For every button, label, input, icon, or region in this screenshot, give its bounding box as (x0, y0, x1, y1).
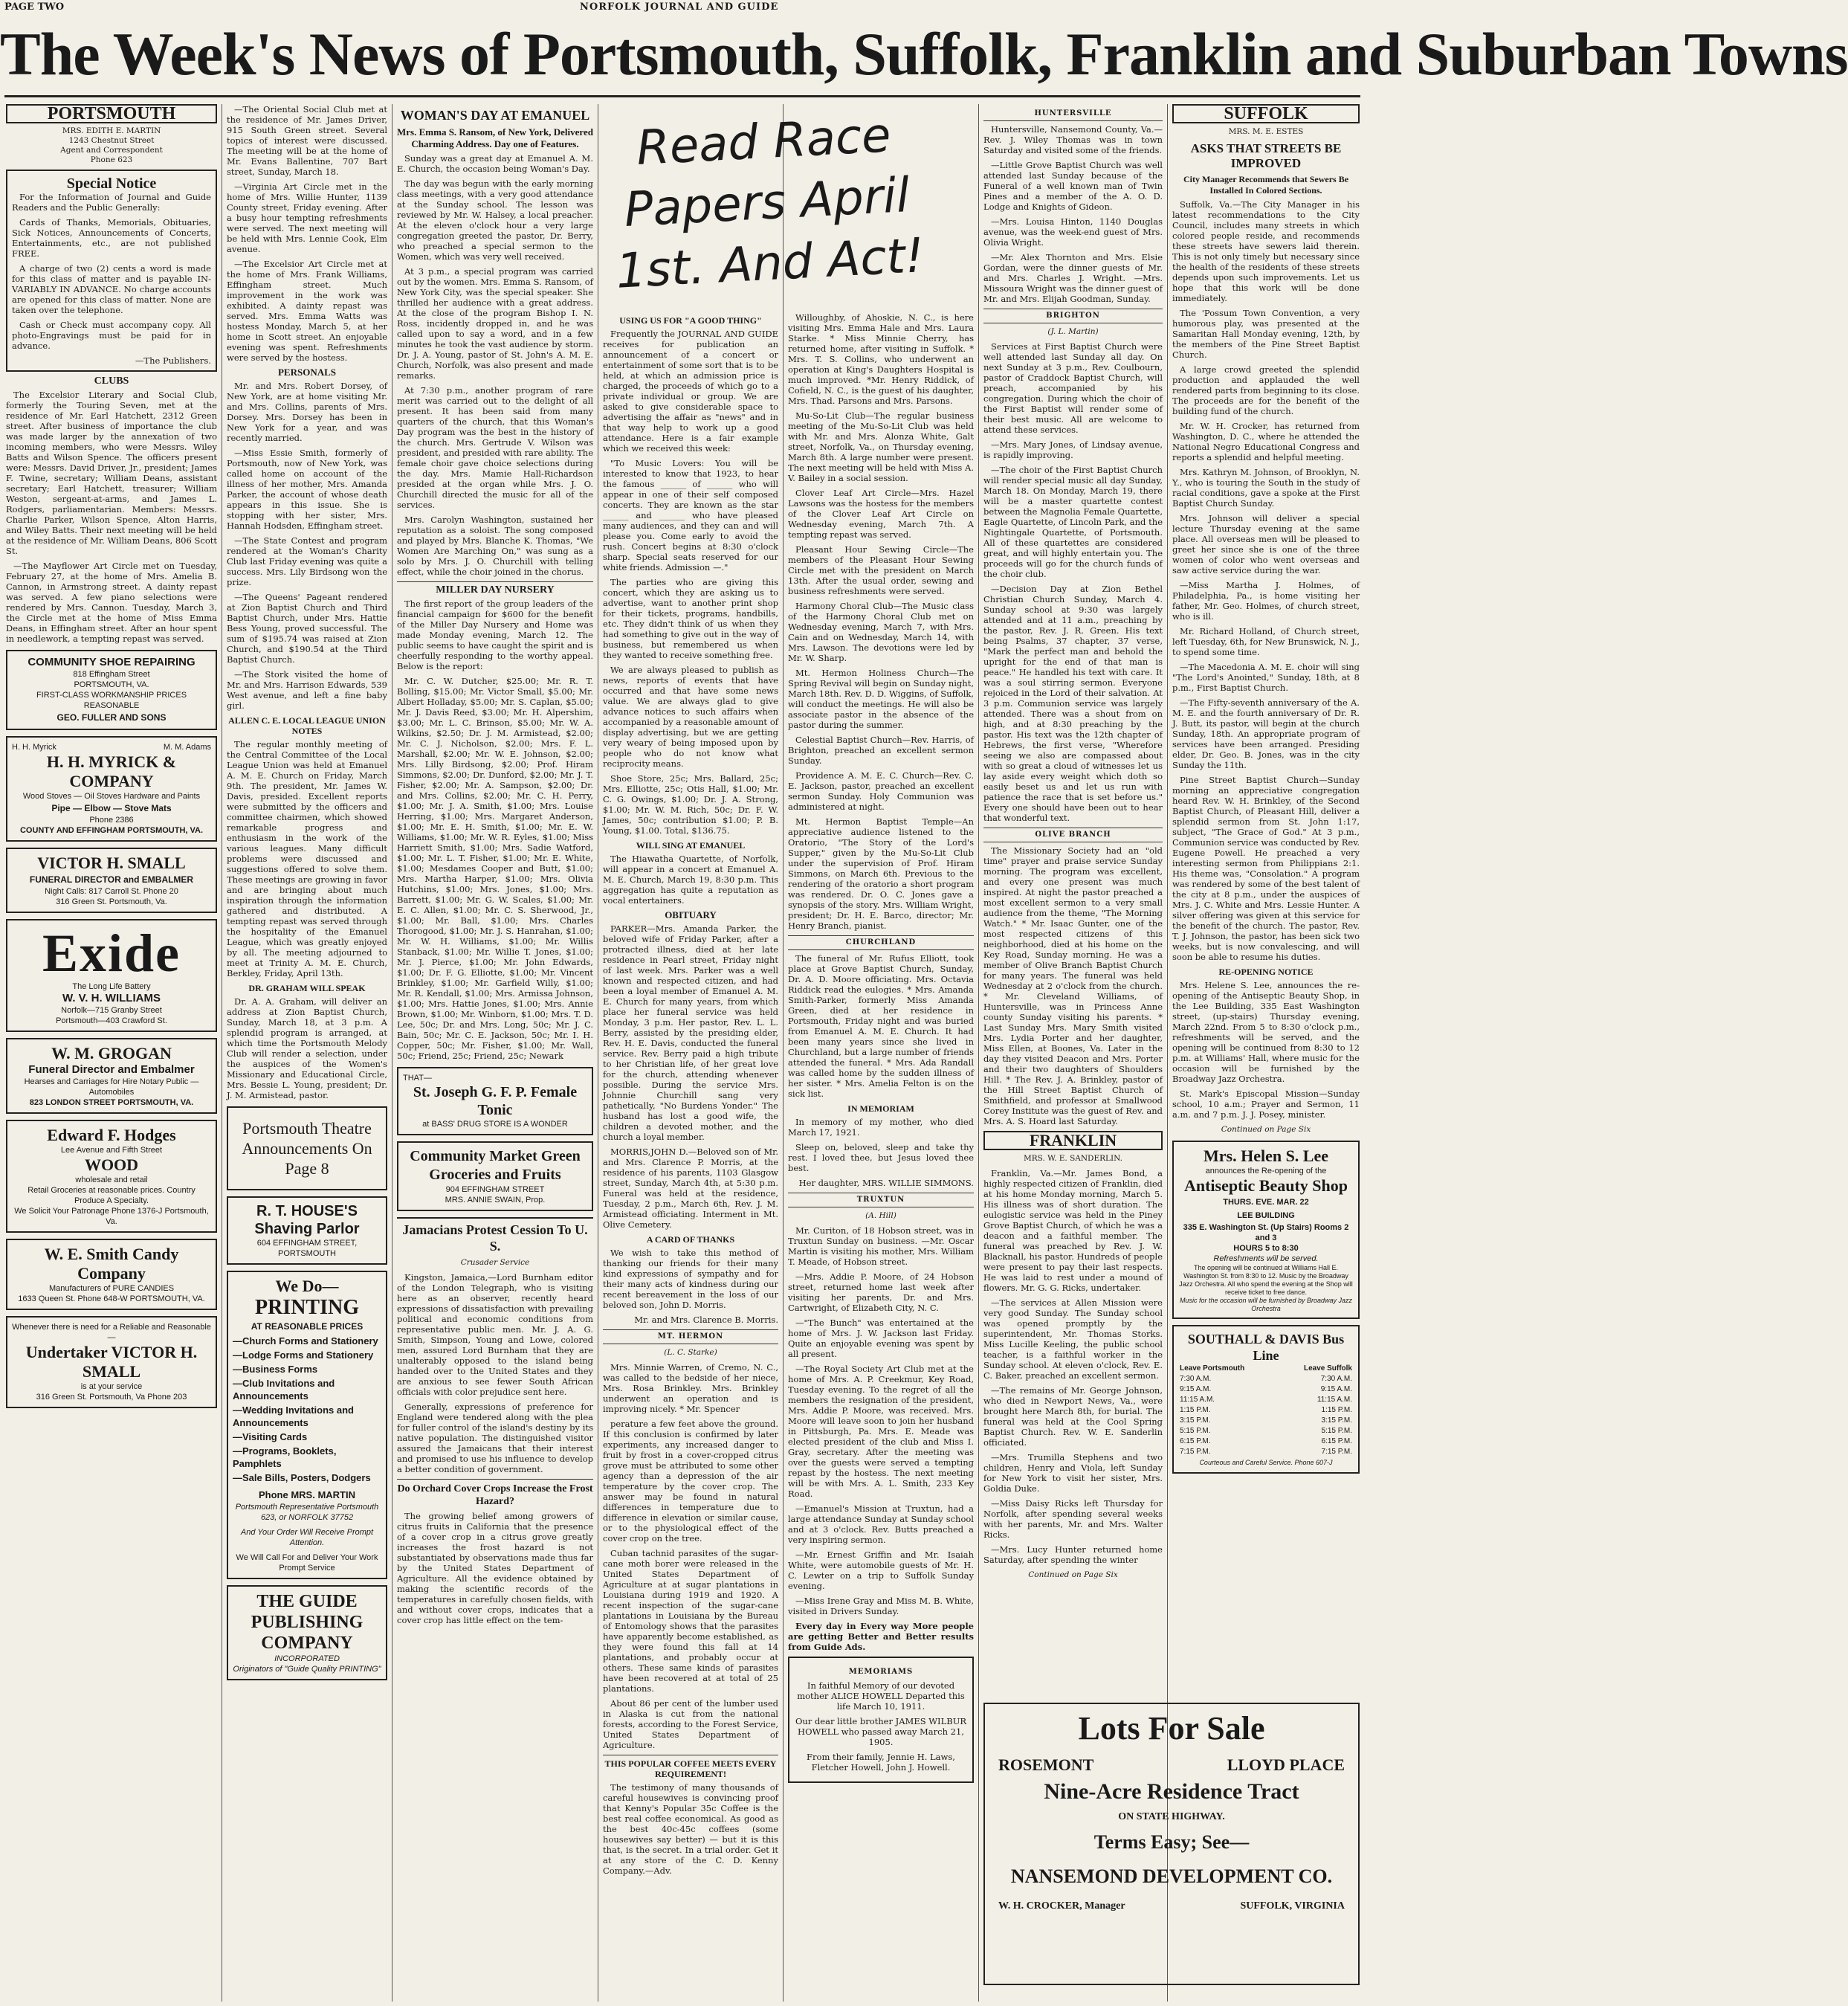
truxtun-heading: TRUXTUN (788, 1193, 974, 1207)
ad-text: THAT— (403, 1074, 432, 1083)
article-text: Mrs. Kathryn M. Johnson, of Brooklyn, N. Y., who is touring the South in the study of racial conditions, gave a spoke at the First Baptist Church Sunday. (1172, 467, 1360, 509)
masthead (0, 0, 1365, 13)
orchard-heading: Do Orchard Cover Crops Increase the Frost Hazard? (397, 1479, 593, 1508)
column-5 (788, 312, 974, 2002)
ad-title: THE GUIDE PUBLISHING COMPANY (251, 1592, 364, 1653)
notice-text: Cards of Thanks, Memorials, Obituaries, Sick Notices, Announcements of Concerts, Entertainments, etc., are not published FREE. (12, 217, 211, 259)
ad-text: W. H. CROCKER, Manager (998, 1900, 1125, 1912)
article-text: Willoughby, of Ahoskie, N. C., is here visiting Mrs. Emma Hale and Mrs. Laura Starke. * Miss Minnie Cherry, has returned home, after visiting in Suffolk. * Mrs. T. S. Collins, who underwent an operation at King's Daughters Hospital is much improved. *Mr. Henry Riddick, of Cofield, N. C., is the guest of his daughter, Mrs. Thad. Parsons and Mrs. Parsons. (788, 312, 974, 406)
notice-text: For the Information of Journal and Guide Readers and the Public Generally: (12, 192, 211, 213)
article-text: —Mrs. Louisa Hinton, 1140 Douglas avenue, was the week-end guest of Mrs. Olivia Wright. (983, 216, 1163, 248)
churchland-heading: CHURCHLAND (788, 935, 974, 950)
article-text: —Miss Irene Gray and Miss M. B. White, visited in Drivers Sunday. (788, 1596, 974, 1616)
ad-text: 604 EFFINGHAM STREET, PORTSMOUTH (256, 1239, 358, 1258)
article-text: Franklin, Va.—Mr. James Bond, a highly respected citizen of Franklin, died at his home Monday morning, March 5. His illness was of short duration. The eulogistic service was held in the Piney Grove Baptist Church, of which he was a deacon and a faithful member. The funeral was preached by Rev. J. W. Blacknall, his pastor. Hundreds of people were present to pay their last respects. He was laid to rest under a mound of flowers. Mr. G. G. Ricks, undertaker. (983, 1168, 1163, 1293)
ad-grogan (6, 1038, 217, 1114)
section-title-portsmouth: PORTSMOUTH (6, 104, 217, 123)
table-cell: 5:15 P.M. (1180, 1427, 1211, 1435)
ad-text: AT REASONABLE PRICES (251, 1321, 364, 1332)
article-text: Mrs. Carolyn Washington, sustained her reputation as a soloist. The song composed and played by Mrs. Blanche K. Thomas, "We Women Are Marching On," was sung as a solo by Mrs. J. O. Churchill with telling effect, while the choir joined in the chorus. (397, 515, 593, 577)
table-header: Leave Suffolk (1303, 1364, 1352, 1373)
article-text: The parties who are giving this concert, which they are asking us to advertise, want to another print shop for their tickets, programs, handbills, etc. They didn't think of us when they had something to give out in the way of business, but remembered us when they wanted to receive something free. (603, 577, 778, 660)
article-text: About 86 per cent of the lumber used in Alaska is cut from the national forests, according to the Forest Service, United States Department of Agriculture. (603, 1698, 778, 1750)
byline: Crusader Service (460, 1258, 530, 1267)
article-text: Mr. C. W. Dutcher, $25.00; Mr. R. T. Bolling, $15.00; Mr. Victor Small, $5.00; Mr. Albert Holladay, $5.00; Mr. S. Caplan, $5.00; Mr. J. Davis Reed, $3.00; Mr. H. Alpershim, $3.00; Mr. L. C. Brinson, $5.00; Mr. W. A. Wilkins, $2.50; Dr. J. M. Armistead, $2.00; Mr. C. J. Nicholson, $2.00; Mrs. F. L. Marshall, $2.00; Mr. W. E. Johnson, $2.00; Mrs. Lilly Birdsong, $2.00; Prof. Hiram Simmons, $2.00; Dr. Dunford, $2.00; Mr. J. T. Fisher, $2.00; Mr. A. Sampson, $2.00; Dr. and Mrs. Collins, $2.00; Mr. C. H. Perry, $1.00; Mr. J. A. Smith, $1.00; Mrs. Louise Herring, $1.00; Mrs. Margaret Anderson, $1.00; Mr. E. H. Smith, $1.00; Mr. E. W. Williams, $1.00; Mr. W. R. Eyles, $1.00; Miss Harriett Smith, $1.00; Mrs. Sadie Watford, $1.00; Mr. L. T. Fisher, $1.00; Mr. E. White, $1.00; Mesdames Cooper and Butt, $1.00; Mrs. Martha Harper, $1.00; Mrs. Olivia Hutchins, $1.00; Mrs. Jones, $1.00; Mrs. Barrett, $1.00; Mr. G. W. Scales, $1.00; Mr. E. C. Allen, $1.00; Mr. C. S. Sherwood, Jr., $1.00; Mr. Ball, $1.00; Mrs. Charles Thorogood, $1.00; Mr. J. S. Hanrahan, $1.00; Mr. W. H. Williams, $1.00; Mr. Willis Stanback, $1.00; Mr. Willie T. Jones, $1.00; Mr. J. Pierce, $1.00; Mr. John Edwards, $1.00; Dr. F. G. Elliotte, $1.00; Mr. Vincent Brinkley, $1.00; Mr. Garfield Willy, $1.00; Mr. R. Kendall, $1.00; Mrs. Armissa Johnson, $1.00; Mrs. Hattie Jones, $1.00; Mrs. Annie Brown, $1.00; Mr. Winborn, $1.00; Mrs. T. D. Lee, 50c; Dr. and Mrs. Long, 50c; Mr. J. C. Bain, 50c; Mr. C. E. Jackson, 50c; Mr. I. H. Copper, 50c; Mr. Fisher, $1.00; Mr. Wall, 50c; Friend, 25c; Friend, 25c; Newark (397, 676, 593, 1061)
continued-note: Continued on Page Six (1221, 1125, 1311, 1134)
byline: (J. L. Martin) (1047, 327, 1099, 336)
article-text: Shoe Store, 25c; Mrs. Ballard, 25c; Mrs. Elliotte, 25c; Otis Hall, $1.00; Mr. C. G. Owings, $1.00; Dr. J. A. Strong, $1.00; Mr. W. M. Rich, 50c; Dr. F. W. James, 50c; contribution $1.00; P. B. Young, $1.00. Total, $136.75. (603, 773, 778, 836)
ad-text: Retail Groceries at reasonable prices. Country Produce A Specialty. (28, 1186, 196, 1205)
article-text: —The Queens' Pageant rendered at Zion Baptist Church and Third Baptist Church, under Mrs. Hattie Bess Young, proved successful. The sum of $195.74 was raised at Zion Church, and $190.54 at the Third Baptist Church. (227, 592, 387, 665)
article-text: Huntersville, Nansemond County, Va.—Rev. J. Wiley Thomas was in town Saturday and visited some of the friends. (983, 124, 1163, 155)
page-banner: The Week's News of Portsmouth, Suffolk, Franklin and Suburban Towns (0, 20, 1848, 88)
article-text: Harmony Choral Club—The Music class of the Harmony Choral Club met on Wednesday evening, March 7, with Mrs. Cain and on Wednesday, March 14, with Mrs. Lawson. The devotions were led by Mr. W. Sharp. (788, 601, 974, 663)
ad-text: Portsmouth—403 Crawford St. (56, 1016, 167, 1025)
ad-text: Manufacturers of PURE CANDIES (48, 1284, 175, 1293)
table-row (1178, 1416, 1354, 1426)
ad-text: Wood Stoves — Oil Stoves Hardware and Paints (22, 792, 201, 801)
article-text: MORRIS,JOHN D.—Beloved son of Mr. and Mrs. Clarence P. Morris, at the residence of his parents, 1103 Glasgow street, Sunday, March 4th, at 5:30 p.m. Funeral was held at the residence, Tuesday, 2 p.m., March 6th, Rev. J. M. Armistead officiating. Interment in Mt. Olive Cemetery. (603, 1146, 778, 1230)
paper-name: NORFOLK JOURNAL AND GUIDE (580, 1, 779, 13)
article-text: —The Mayflower Art Circle met on Tuesday, February 27, at the home of Mrs. Amelia B. Cannon, in Armstrong street. A dainty repast was served. A few piano selections were rendered by Mrs. Cannon. Tuesday, March 3, the Circle met at the home of Miss Emma Deans, in Effingham street. After an hour spent in needlework, a tempting repast was served. (6, 561, 217, 644)
ad-smith-candy (6, 1239, 217, 1310)
mt-hermon-heading: MT. HERMON (603, 1329, 778, 1344)
ad-text: ROSEMONT (998, 1755, 1094, 1774)
ad-text: LEE BUILDING (1237, 1211, 1295, 1220)
ad-title: Shaving Parlor (254, 1221, 360, 1237)
article-text: Mrs. Helene S. Lee, announces the re-opening of the Antiseptic Beauty Shop, in the Lee Building, 335 East Washington street, (up-stairs) Thursday evening, March 22nd. From 5 to 8:30 o'clock p.m., refreshments will be served, and the opening will be continued from 8:30 to 12 p.m. at Williams' Hall, where music for the occasion will be furnished by the Broadway Jazz Orchestra. (1172, 980, 1360, 1084)
article-text: —Virginia Art Circle met in the home of Mrs. Willie Hunter, 1139 County street, Friday evening. After a busy hour tempting refreshments were served. The next meeting will be held with Mrs. Lennie Cook, Elm avenue. (227, 181, 387, 254)
article-text: —The remains of Mr. George Johnson, who died in Newport News, Va., were brought here March 8th, for burial. The funeral was held at the Cool Spring Baptist Church. Rev. W. E. Sanderlin officiated. (983, 1385, 1163, 1448)
article-text: —The State Contest and program rendered at the Woman's Charity Club last Friday evening was quite a success. Mrs. Lily Birdsong won the prize. (227, 535, 387, 587)
article-text: Services at First Baptist Church were well attended last Sunday all day. On next Sunday at 3 p.m., Rev. Coulbourn, pastor of Craddock Baptist Church, will preach, accompanied by his congregation. During which the choir of the First Baptist will render some of their best music. All are welcome to attend these services. (983, 341, 1163, 435)
table-cell: 9:15 A.M. (1320, 1385, 1352, 1393)
ad-text: GEO. FULLER AND SONS (56, 712, 167, 723)
column-portsmouth (6, 104, 217, 2002)
brighton-heading: BRIGHTON (983, 309, 1163, 323)
ad-text: The Long Life Battery (72, 982, 151, 991)
ad-text (12, 742, 211, 752)
print-services-list (233, 1335, 381, 1484)
ad-row (998, 1900, 1345, 1912)
ad-text: Funeral Director and Embalmer (28, 1063, 195, 1076)
ad-exide (6, 919, 217, 1032)
special-notice-title: Special Notice (66, 175, 157, 192)
ad-text: 1633 Queen St. Phone 648-W PORTSMOUTH, VA. (18, 1294, 205, 1303)
byline: MRS. W. E. SANDERLIN. (1023, 1154, 1123, 1163)
ad-text: M. M. Adams (163, 743, 211, 752)
ad-text: Whenever there is need for a Reliable and Reasonable— (12, 1323, 211, 1342)
article-text: In memory of my mother, who died March 17, 1921. (788, 1117, 974, 1138)
article-text: The Excelsior Literary and Social Club, formerly the Touring Seven, met at the residence of Mr. Earl Hatchett, 2312 Green street. After business of importance the club was made larger by the annexation of two incoming members, who were Messrs. Wiley Batts and Wilson Spence. The officers present were: Messrs. David Driver, Jr., president; James F. Twine, secretary; William Deans, assistant secretary; Earl Hatchett, treasurer; William Weston, sergeant-at-arms, and James L. Rodgers, parliamentarian. Members: Messrs. Charlie Parker, Wilson Spence, Alton Harris, and Wiley Batts. Their next meeting will be held at the residence of Mr. William Deans, 806 Scott St. (6, 390, 217, 556)
article-text: The regular monthly meeting of the Central Committee of the Local League Union was held at Emanuel A. M. E. Church on Friday, March 9th. The president, Mr. James W. Davis, presided. Excellent reports were submitted by the officers and committee chairmen, which showed remarkable progress and enthusiasm in the work of the various leagues. Many difficult problems were discussed and suggestions offered to solve them. These meetings are growing in favor and are bringing about much inspiration through the information gathered and distributed. A tempting repast was served through the hospitality of the Emanuel League, which was greatly enjoyed by all. The meeting adjourned to meet at Trinity A. M. E. Church, Berkley, Friday, April 13th. (227, 739, 387, 978)
bus-schedule-table (1178, 1364, 1354, 1457)
ad-antiseptic-beauty (1172, 1141, 1360, 1319)
clubs-heading: CLUBS (94, 375, 129, 387)
ad-text: We Solicit Your Patronage Phone 1376-J Portsmouth, Va. (14, 1207, 209, 1226)
article-text: Her daughter, MRS. WILLIE SIMMONS. (798, 1178, 974, 1188)
ad-title: COMMUNITY SHOE REPAIRING (28, 656, 196, 668)
column-rule (783, 104, 784, 2002)
ad-text: Pipe — Elbow — Stove Mats (51, 803, 172, 813)
ad-text: NANSEMOND DEVELOPMENT CO. (1010, 1865, 1333, 1887)
personals-heading: PERSONALS (277, 367, 337, 378)
article-text: Providence A. M. E. C. Church—Rev. C. E. Jackson, pastor, preached an excellent sermon Sunday. Holy Communion was administered at night. (788, 770, 974, 812)
table-row (1178, 1395, 1354, 1405)
ad-row (998, 1755, 1345, 1776)
article-text: We wish to take this method of thanking our friends for their many kind expressions of sympathy and for their many acts of kindness during our recent bereavement in the loss of our beloved son, John D. Morris. (603, 1248, 778, 1310)
coffee-heading: THIS POPULAR COFFEE MEETS EVERY REQUIREMENT! (603, 1755, 778, 1779)
article-text: —The Macedonia A. M. E. choir will sing "The Lord's Anointed," Sunday, 18th, at 8 p.m., First Baptist Church. (1172, 662, 1360, 693)
table-row (1178, 1405, 1354, 1416)
print-service-item: —Wedding Invitations and Announcements (233, 1404, 354, 1428)
jamaicans-heading: Jamacians Protest Cession To U. S. (397, 1217, 593, 1254)
ad-text: PORTSMOUTH, VA. (74, 680, 149, 689)
table-cell: 3:15 P.M. (1321, 1416, 1352, 1425)
article-text: Sleep on, beloved, sleep and take thy rest. I loved thee, but Jesus loved thee best. (788, 1142, 974, 1173)
agent-block (6, 126, 217, 165)
byline: (A. Hill) (865, 1211, 896, 1220)
ad-text: Courteous and Careful Service. Phone 607-J (1199, 1459, 1333, 1466)
ad-myrick (6, 736, 217, 842)
ad-undertaker (6, 1316, 217, 1408)
ad-text: 335 E. Washington St. (Up Stairs) Rooms 2 and 3 (1183, 1223, 1349, 1242)
article-text: The growing belief among growers of citrus fruits in California that the presence of a cover crop in a citrus grove greatly increases the frost hazard is not substantiated by observations made thus far by the United States Department of Agriculture. All the evidence obtained by making the scientific records of the temperatures in carefully chosen fields, with and without cover crops, indicates that a cover crop has little effect on the tem- (397, 1511, 593, 1625)
ad-text: 316 Green St. Portsmouth, Va Phone 203 (36, 1393, 187, 1402)
using-us-heading: USING US FOR "A GOOD THING" (619, 315, 762, 326)
table-cell: 7:30 A.M. (1180, 1375, 1212, 1383)
ad-text: at BASS' DRUG STORE IS A WONDER (422, 1120, 568, 1129)
ad-community-shoe (6, 650, 217, 730)
agent-role: Agent and Correspondent (60, 146, 163, 155)
ad-title: VICTOR H. SMALL (37, 854, 186, 872)
ad-text: Portsmouth Representative Portsmouth 623, or NORFOLK 37752 (235, 1503, 379, 1522)
ad-title: St. Joseph G. F. P. Female Tonic (413, 1084, 578, 1118)
article-text: —Emanuel's Mission at Truxtun, had a large attendance Sunday at Sunday school and at 3 o'clock. Rev. Butts preached a very inspiring sermon. (788, 1503, 974, 1545)
article-text: —Little Grove Baptist Church was well attended last Sunday because of the Funeral of a well known man of Twin Pines and a member of the A. O. D. Lodge and Knights of Gideon. (983, 160, 1163, 212)
ad-text: wholesale and retail (75, 1175, 148, 1184)
article-text: Clover Leaf Art Circle—Mrs. Hazel Lawsons was the hostess for the members of the Clover Leaf Art Circle on Wednesday evening, March 7th. A tempting repast was served. (788, 488, 974, 540)
ad-text: Terms Easy; See— (1093, 1831, 1250, 1853)
ad-text: MRS. ANNIE SWAIN, Prop. (445, 1196, 546, 1204)
article-text: —The Fifty-seventh anniversary of the A. M. E. and the fourth anniversary of Dr. R. J. Butt, its pastor, will begin at the church Sunday, 18th. An appropriate program of services have been arranged. Presiding elder, Dr. Geo. B. Jones, was in the city Sunday the 11th. (1172, 697, 1360, 770)
article-text: A large crowd greeted the splendid production and applauded the well rendered parts from beginning to its close. The proceeds are for the benefit of the building fund of the church. (1172, 364, 1360, 416)
article-text: —Miss Essie Smith, formerly of Portsmouth, now of New York, was called home on account of the illness of her mother, Mrs. Amanda Parker, the account of whose death appears in this issue. She is stopping with her sister, Mrs. Hannah Hodsden, Effingham street. (227, 448, 387, 531)
article-text: Dr. A. A. Graham, will deliver an address at Zion Baptist Church, Sunday, March 18, at 3 p.m. A splendid program is arranged, at which time the Portsmouth Melody Club will render a selection, under the auspices of the Women's Missionary and Educational Circle, Mrs. Bessie L. Young, president; Dr. J. M. Armistead, pastor. (227, 996, 387, 1100)
print-service-item: —Programs, Booklets, Pamphlets (233, 1445, 337, 1469)
ad-text: Nine-Acre Residence Tract (1044, 1779, 1299, 1804)
section-title-suffolk: SUFFOLK (1172, 104, 1360, 123)
article-text: "To Music Lovers: You will be interested to know that 1923, to hear the famous ______ of ______ who will appear in one of their self composed concerts. They are known as the star ______ and ______ who have pleased many audiences, and they can and will please you. Come early to avoid the rush. Concert begins at 8:30 o'clock sharp. Special seats reserved for our white friends. Admission —." (603, 458, 778, 573)
ad-text: 818 Effingham Street (73, 670, 150, 679)
table-row (1178, 1447, 1354, 1457)
ad-text: ON STATE HIGHWAY. (1118, 1811, 1225, 1822)
card-of-thanks-heading: A CARD OF THANKS (646, 1234, 735, 1245)
article-text: Mt. Hermon Holiness Church—The Spring Revival will begin on Sunday night, March 18th. Rev. D. D. Wiggins, of Suffolk, will conduct the meetings. He will also be associate pastor in the absence of the pastor during the summer. (788, 668, 974, 730)
memoriam-text: Our dear little brother JAMES WILBUR HOWELL who passed away March 21, 1905. (795, 1716, 967, 1747)
bus-schedule-body (1178, 1374, 1354, 1457)
ad-text: is at your service (80, 1382, 143, 1391)
article-text: Pine Street Baptist Church—Sunday morning an appreciative congregation heard Rev. W. H. Brinkley, of the Second Baptist Church, of Pleasant Hill, deliver a splendid sermon from St. John 1:17, subject, "The Grace of God." At 3 p.m., Communion service was conducted by Rev. Eugene Powell. He preached a very interesting sermon from Philippians 2:1. His theme was, "Consolation." A program was rendered by some of the best talent of the city at 8 p.m., under the auspices of Mrs. J. C. White and Mrs. Lessie Hunter. A silver offering was given at this service for the benefit of the church. The pastor, Rev. T. J. Johnson, the pastor, has been sick two weeks, but is now convalescing, and will soon be able to resume his duties. (1172, 775, 1360, 962)
ad-house-shaving (227, 1196, 387, 1265)
ad-lots-for-sale-wrap (983, 1703, 1360, 2000)
article-text: The funeral of Mr. Rufus Elliott, took place at Grove Baptist Church, Sunday, Dr. A. D. Moore officiating. Mrs. Octavia Riddick read the eulogies. * Mrs. Amanda Smith-Parker, formerly Miss Amanda Green, died at her residence in Portsmouth, Friday night and was buried from Emanuel A. M. E. Church. It had been many years since she lived in Churchland, but a large number of friends attended the funeral. * Mrs. Ada Randall was called home by the sudden illness of her sister. * Mrs. Amelia Felton is on the sick list. (788, 953, 974, 1099)
ad-title: SOUTHALL & DAVIS Bus Line (1187, 1332, 1345, 1363)
ad-text: 823 LONDON STREET PORTSMOUTH, VA. (29, 1098, 194, 1107)
article-text: The Hiawatha Quartette, of Norfolk, will appear in a concert at Emanuel A. M. E. Church, March 19, 8:30 p.m. This aggregation has quite a reputation as vocal entertainers. (603, 854, 778, 906)
column-4 (603, 312, 778, 2002)
womans-day-heading: WOMAN'S DAY AT EMANUEL (400, 108, 590, 123)
ad-text: We Will Call For and Deliver Your Work (236, 1553, 378, 1562)
table-cell: 7:30 A.M. (1320, 1375, 1352, 1383)
print-service-item: —Business Forms (233, 1364, 318, 1375)
ad-text: 316 Green St. Portsmouth, Va. (56, 897, 167, 906)
ad-victor-small (6, 848, 217, 913)
article-text: Mrs. Johnson will deliver a special lecture Thursday evening at the same place. All overseas men will be pleased to greet her since she is one of the three women of color who went overseas and saw active service during the war. (1172, 513, 1360, 575)
print-service-item: —Church Forms and Stationery (233, 1335, 378, 1347)
article-text: Suffolk, Va.—The City Manager in his latest recommendations to the City Council, includes many streets in which colored people reside, and recommends these streets have sewers laid therein. This is not only timely but necessary since the health of the residents of these streets depends upon such improvements. Let us hope that this work will be done immediately. (1172, 199, 1360, 303)
ad-title: H. H. MYRICK & COMPANY (46, 752, 177, 790)
ad-text: Music for the occasion will be furnished by Broadway Jazz Orchestra (1179, 1297, 1353, 1312)
column-3 (397, 104, 593, 2002)
special-notice-box (6, 170, 217, 372)
article-text: —Mr. Ernest Griffin and Mr. Isaiah White, were automobile guests of Mr. H. C. Lewter on a trip to Suffolk Sunday evening. (788, 1549, 974, 1591)
memoriam-text: From their family, Jennie H. Laws, Fletcher Howell, John J. Howell. (807, 1752, 955, 1773)
table-cell: 7:15 P.M. (1180, 1448, 1211, 1456)
ad-text: Refreshments will be served. (1213, 1254, 1319, 1263)
ad-title: Edward F. Hodges (47, 1126, 176, 1144)
obituary-heading: OBITUARY (665, 909, 717, 920)
continued-note: Continued on Page Six (1028, 1570, 1118, 1579)
ad-st-joseph (397, 1067, 593, 1135)
ad-title: W. E. Smith Candy Company (44, 1245, 179, 1283)
article-text: —Miss Martha J. Holmes, of Philadelphia, Pa., is home visiting her father, Mr. Geo. Holmes, of church street, who is ill. (1172, 580, 1360, 622)
article-text: The testimony of many thousands of careful housewives is convincing proof that Kenny's Popular 35c Coffee is the best real coffee economical. As good as the best 40c-45c coffees (some housewives say better) — but it is this that, is the secret. In a trial order. Get it at any store of the C. D. Kenny Company.—Adv. (603, 1782, 778, 1876)
column-suffolk (1172, 104, 1360, 1694)
table-cell: 6:15 P.M. (1180, 1437, 1211, 1445)
agent-address: 1243 Chestnut Street (68, 136, 155, 145)
print-service-item: —Club Invitations and Announcements (233, 1378, 335, 1402)
memoriams-heading: MEMORIAMS (848, 1668, 914, 1676)
ad-title: Community Market Green Groceries and Fruits (410, 1148, 581, 1183)
banner-rule (4, 95, 1360, 97)
ad-text: Norfolk—715 Granby Street (61, 1006, 162, 1015)
ad-title: Mrs. Helen S. Lee (1203, 1146, 1329, 1165)
article-text: Mt. Hermon Baptist Temple—An appreciative audience listened to the Oratorio, "The Story of the Lord's Supper," given by the Mu-So-Lit Club under the supervision of Prof. Hiram Simmons, on March 6th. Previous to the rendering of the oratorio a short program was rendered. Dr. O. C. Jones gave a synopsis of the story. Mrs. William Wright, president; Dr. H. E. Barco, director; Mr. Henry Branch, pianist. (788, 816, 974, 931)
article-text: perature a few feet above the ground. If this conclusion is confirmed by later experiments, any increased danger to fruit by frost in a cover-cropped citrus grove must be attributed to some other agency than a depression of the air temperature by the cover crop. The answer may be found in natural differences in temperature due to difference in elevation or similar cause, or to the physiological effect of the cover crop on the tree. (603, 1419, 778, 1544)
streets-subhead: City Manager Recommends that Sewers Be Installed In Colored Sections. (1183, 174, 1349, 196)
olive-branch-heading: OLIVE BRANCH (983, 828, 1163, 842)
table-row (1178, 1374, 1354, 1384)
handwritten-note: Read Race Papers April 1st. And Act! (614, 108, 926, 300)
article-text: Mrs. Minnie Warren, of Cremo, N. C., was called to the bedside of her niece, Mrs. Rosa Brinkley. Mrs. Brinkley underwent an operation and is improving nicely. * Mr. Spencer (603, 1362, 778, 1414)
graham-heading: DR. GRAHAM WILL SPEAK (248, 983, 366, 993)
agent-name: MRS. M. E. ESTES (1228, 127, 1304, 136)
ad-text: Lee Avenue and Fifth Street (60, 1146, 163, 1155)
article-text: —The Excelsior Art Circle met at the home of Mrs. Frank Williams, Effingham street. Much improvement in the work was exhibited. A dainty repast was served. Mrs. Emma Watts was hostess Monday, March 5, at her home in Scott street. An enjoyable evening was spent. Refreshments were served by the hostess. (227, 259, 387, 363)
article-text: We are always pleased to publish as news, reports of events that have occurred and that have some news value. We are always glad to give advance notices to such affairs when accompanied by a reasonable amount of display advertising, but we are getting very weary of being imposed upon by people who do not know what reciprocity means. (603, 665, 778, 769)
article-text: —The choir of the First Baptist Church will render special music all day Sunday, March 18. On Monday, March 19, there will be a master quartette contest between the Magnolia Female Quartette, Eagle Quartette, of Lincoln Park, and the Nightingale Quartette, of Portsmouth. All of these quartettes are considered great, and will highly entertain you. The proceeds will go for the church funds of the choir club. (983, 465, 1163, 579)
ad-text: announces the Re-opening of the (1205, 1167, 1327, 1175)
article-text: At 7:30 p.m., another program of rare merit was carried out to the delight of all present. It has been said from many quarters of the church, that this Woman's Day program was the best in the history of the church. Mrs. Gertrude V. Wilson was president, and presided with rare ability. The female choir gave choice selections during the day. Mrs. Mamie Hall-Richardson presided at the organ while Mrs. J. O. Churchill directed the music for all of the services. (397, 385, 594, 510)
agent-phone: Phone 623 (90, 155, 133, 164)
article-text: —Mr. Alex Thornton and Mrs. Elsie Gordan, were the dinner guests of Mr. and Mrs. Charles J. Wright. —Mrs. Missoura Wright was the dinner guest of Mr. and Mrs. Elijah Goodman, Sunday. (983, 252, 1163, 304)
table-row (1178, 1426, 1354, 1436)
article-text: —The Stork visited the home of Mr. and Mrs. Harrison Edwards, 539 West avenue, and left a fine baby girl. (227, 669, 387, 711)
ad-title: W. M. GROGAN (51, 1044, 172, 1062)
article-text: St. Mark's Episcopal Mission—Sunday school, 10 a.m.; Prayer and Sermon, 11 a.m. and 7 p.m. J. J. Posey, minister. (1172, 1089, 1360, 1120)
article-text: Cuban tachnid parasites of the sugar-cane moth borer were released in the United States Department of Agriculture at at sugar plantations in Louisiana during 1919 and 1920. A recent inspection of the sugar-cane plantations in Louisiana by the Bureau of Entomology shows that the parasites have apparently become established, as they were found this fall at 14 plantations, and probably occur at others. These same kinds of parasites have been recovered at at total of 25 plantations. (603, 1548, 778, 1694)
article-text: Mr. Curiton, of 18 Hobson street, was in Truxtun Sunday on business. —Mr. Oscar Martin is visiting his mother, Mrs. William T. Meade, of Hobson street. (788, 1225, 974, 1267)
table-header: Leave Portsmouth (1180, 1364, 1245, 1373)
table-cell: 11:15 A.M. (1180, 1396, 1215, 1404)
table-cell: 1:15 P.M. (1321, 1406, 1352, 1414)
article-text: —Mrs. Addie P. Moore, of 24 Hobson street, returned home last week after visiting her parents, Dr. and Mrs. Cartwright, of Elizabeth City, N. C. (788, 1271, 974, 1313)
article-text: The Missionary Society had an "old time" prayer and praise service Sunday morning. The program was excellent, and every one present was much inspired. At night the pastor preached a most excellent sermon to a very small audience from the theme, "The Morning Watch." * Mr. Isaac Gunter, one of the most respected citizens of this neighborhood, died at his home on the Key Road, Sunday morning. He was a member of Olive Branch Baptist Church for many years. The funeral was held Wednesday at 2 o'clock from the church. * Mr. Cleveland Williams, of Huntersville, was in Princess Anne county Sunday visiting his parents. * Last Sunday Mrs. Mary Smith visited Mrs. Lydia Porter and her daughter, Miss Ellen, at Boones, Va. Later in the day they visited Deacon and Mrs. Porter and their two daughters of Shoulders Hill. * The Rev. J. A. Brinkley, pastor of the Hill Street Baptist Church of Smithfield, and professor at Smallwood Corey Institute was the guest of Rev. and Mrs. A. S. Hoard last Saturday. (983, 845, 1163, 1126)
streets-heading: ASKS THAT STREETS BE IMPROVED (1190, 141, 1342, 170)
ad-text: FIRST-CLASS WORKMANSHIP PRICES REASONABLE (36, 691, 187, 710)
ad-text: Phone MRS. MARTIN (259, 1489, 355, 1500)
table-cell: 1:15 P.M. (1180, 1406, 1211, 1414)
ad-theatre: Portsmouth Theatre Announcements On Page 8 (227, 1106, 387, 1190)
ad-guide-publishing (227, 1585, 387, 1680)
article-text: The first report of the group leaders of the financial campaign for $600 for the benefit of the Miller Day Nursery and Home was made Monday evening, March 12. The public seems to have caught the spirit and is cheerfully responding to the worthy appeal. Below is the report: (397, 599, 593, 671)
print-service-item: —Visiting Cards (233, 1431, 308, 1442)
article-text: The day was begun with the early morning class meetings, with a very good attendance at the Sunday school. The lesson was reviewed by Mr. W. Halsey, a local preacher. At the eleven o'clock hour a very large congregation greeted the pastor, Dr. Berry, who preached a special sermon to the Women, which was very well received. (397, 178, 593, 262)
article-text: Mr. and Mrs. Clarence B. Morris. (634, 1315, 778, 1325)
article-text: Mr. and Mrs. Robert Dorsey, of New York, are at home visiting Mr. and Mrs. Collins, parents of Mrs. Dorsey. Mrs. Dorsey has been in New York for a year, and was recently married. (227, 381, 387, 443)
section-title-franklin: FRANKLIN (983, 1131, 1163, 1150)
print-service-item: —Lodge Forms and Stationery (233, 1349, 374, 1361)
notice-text: Cash or Check must accompany copy. All photo-Engravings must be paid for in advance. (12, 320, 211, 351)
ad-text: The opening will be continued at Williams Hall E. Washington St. from 8:30 to 12. Music by the Broadway Jazz Orchestra. All who spend the evening at the Shop will receive ticket to free dance. (1179, 1264, 1353, 1296)
ad-title: Lots For Sale (1078, 1710, 1265, 1747)
in-memoriam-heading: IN MEMORIAM (847, 1103, 914, 1114)
ad-printing (227, 1271, 387, 1579)
ad-text: Phone 2386 (89, 816, 134, 825)
allen-heading: ALLEN C. E. LOCAL LEAGUE UNION NOTES (228, 715, 386, 736)
column-rule (978, 104, 979, 2002)
table-cell: 9:15 A.M. (1180, 1385, 1212, 1393)
table-row (1178, 1384, 1354, 1395)
ad-text: LLOYD PLACE (1227, 1755, 1345, 1774)
ad-text: Prompt Service (279, 1564, 335, 1573)
memoriams-box (788, 1657, 974, 1783)
will-sing-heading: WILL SING AT EMANUEL (636, 840, 746, 851)
ad-title: R. T. HOUSE'S (256, 1203, 358, 1219)
article-text: Every day in Every way More people are getting Better and Better results from Guide Ads. (788, 1621, 974, 1652)
article-text: Frequently the JOURNAL AND GUIDE receives for publication an announcement of a concert or entertainment of some sort that is to be held, at which an admission price is charged, the proceeds of which go to a private individual or group. We are asked to give considerable space to advertising the affair as "news" and in that way help to work up a good attendance. Here is a fair example which we received this week: (603, 329, 778, 454)
ad-text: HOURS 5 to 8:30 (1233, 1244, 1299, 1253)
ad-text: WOOD (84, 1155, 139, 1174)
ad-hodges (6, 1120, 217, 1233)
table-cell: 6:15 P.M. (1321, 1437, 1352, 1445)
ad-text: Originators of "Guide Quality PRINTING" (233, 1665, 381, 1674)
table-cell: 7:15 P.M. (1321, 1448, 1352, 1456)
ad-logo-exide: Exide (42, 923, 181, 983)
notice-signature: —The Publishers. (135, 355, 211, 366)
ad-text: W. V. H. WILLIAMS (62, 992, 161, 1004)
ad-title: PRINTING (254, 1296, 359, 1319)
huntersville-heading: HUNTERSVILLE (983, 109, 1163, 121)
table-cell: 11:15 A.M. (1316, 1396, 1352, 1404)
miller-heading: MILLER DAY NURSERY (397, 581, 593, 596)
article-text: —Mrs. Trumilla Stephens and two children, Henry and Viola, left Sunday for New York to visit her sister, Mrs. Goldia Duke. (983, 1452, 1163, 1494)
article-text: Sunday was a great day at Emanuel A. M. E. Church, the occasion being Woman's Day. (397, 153, 593, 174)
article-text: Mu-So-Lit Club—The regular business meeting of the Mu-So-Lit Club was held with Mr. and Mrs. Alonza White, Galt street, Norfolk, Va., on Thursday evening, March 8th. A large number were present. The next meeting will be held with Miss A. V. Bailey in a social session. (788, 410, 974, 483)
ad-text: Night Calls: 817 Carroll St. Phone 20 (45, 887, 178, 896)
ad-text: Hearses and Carriages for Hire Notary Public — Automobiles (24, 1077, 199, 1097)
table-cell: 3:15 P.M. (1180, 1416, 1211, 1425)
article-text: —Mrs. Lucy Hunter returned home Saturday, after spending the winter (983, 1544, 1163, 1565)
byline: (L. C. Starke) (664, 1348, 717, 1357)
page-number: PAGE TWO (4, 1, 65, 13)
article-text: Celestial Baptist Church—Rev. Harris, of Brighton, preached an excellent sermon Sunday. (788, 735, 974, 766)
table-row (1178, 1436, 1354, 1447)
ad-title: Antiseptic Beauty Shop (1183, 1176, 1348, 1195)
article-text: Kingston, Jamaica,—Lord Burnham editor of the London Telegraph, who is visiting here as an observer, recently heard expressions of dissatisfaction with prevailing political and economic conditions from representative public men. Mr. J. A. G. Smith, Simpson, Young and Lowe, colored men, assured Lord Burnham that they are unalterably opposed to the island being handed over to the United States and they are anxious to see fewer South African officials with color prejudice sent here. (397, 1272, 593, 1397)
ad-text: And Your Order Will Receive Prompt Attention. (240, 1528, 374, 1547)
article-text: —Mrs. Mary Jones, of Lindsay avenue, is rapidly improving. (983, 439, 1163, 460)
memoriam-text: In faithful Memory of our devoted mother ALICE HOWELL Departed this life March 10, 1911. (797, 1680, 965, 1712)
article-text: —The Royal Society Art Club met at the home of Mrs. A. P. Creekmur, Key Road, Tuesday evening. To the regret of all the members the resignation of the president, Mrs. Addie P. Moore, was received. Mrs. Moore will leave soon to join her husband in Pittsburgh, Pa. Mrs. E. Meade was elected president of the club and Miss I. Gray, secretary. After the meeting was over the guests were served a tempting repast by the hostess. The next meeting will be with Mrs. A. L. Smith, 233 Key Road. (788, 1364, 974, 1499)
ad-text: FUNERAL DIRECTOR and EMBALMER (29, 874, 194, 885)
ad-text: THURS. EVE. MAR. 22 (1223, 1198, 1309, 1207)
table-cell: 5:15 P.M. (1321, 1427, 1352, 1435)
ad-text: INCORPORATED (274, 1654, 340, 1663)
print-service-item: —Sale Bills, Posters, Dodgers (233, 1472, 371, 1483)
article-text: The 'Possum Town Convention, a very humorous play, was presented at the Samaritan Hall Monday evening, 12th, by the members of the Pine Street Baptist Church. (1172, 308, 1360, 360)
article-text: Generally, expressions of preference for England were tendered along with the plea for fuller control of the island's destiny by its native population. The distinguished visitor assured the Jamaicans that their interest and promised to use his influence to develop a better condition of government. (397, 1402, 593, 1474)
ad-text: 904 EFFINGHAM STREET (445, 1185, 545, 1194)
ad-title: Undertaker VICTOR H. SMALL (25, 1343, 198, 1381)
column-2 (227, 104, 387, 2002)
ad-lots-for-sale (983, 1703, 1360, 1985)
reopening-heading: RE-OPENING NOTICE (1218, 967, 1314, 977)
article-text: Mr. W. H. Crocker, has returned from Washington, D. C., where he attended the National Negro Educational Congress and reports a splendid and helpful meeting. (1172, 421, 1360, 462)
article-text: —Miss Daisy Ricks left Thursday for Norfolk, after spending several weeks with her parents, Mr. and Mrs. Walter Ricks. (983, 1498, 1163, 1540)
article-text: Pleasant Hour Sewing Circle—The members of the Pleasant Hour Sewing Circle met with the president on March 13th. After the usual order, sewing and business refreshments were served. (788, 544, 974, 596)
womans-day-subhead: Mrs. Emma S. Ransom, of New York, Delivered Charming Address. Day one of Features. (397, 126, 593, 149)
ad-text: SUFFOLK, VIRGINIA (1240, 1900, 1345, 1912)
article-text: —The Oriental Social Club met at the residence of Mr. James Driver, 915 South Green street. Several topics of interest were discussed. The meeting will be at the home of Mr. Evans Ballentine, 707 Bart street, Sunday, March 18. (227, 104, 387, 177)
article-text: PARKER—Mrs. Amanda Parker, the beloved wife of Friday Parker, after a protracted illness, died at her late residence in Pearl street, Friday night of last week. Mrs. Parker was a well known and respected citizen, and had been a loyal member of Emanuel A. M. E. Church for many years, from which place her funeral service was held Monday, 3 p.m. Her pastor, Rev. L. L. Berry, assisted by the presiding elder, Rev. H. E. Davis, conducted the funeral service. Rev. Berry paid a high tribute to her Christian life, of her great love for the church, attending whenever possible. During the service Mrs. Johnnie Churchill sang very pathetically, "No Burdens Yonder." The husband has lost a good wife, the children a devoted mother, and the church a loyal member. (603, 923, 778, 1142)
ad-text: COUNTY AND EFFINGHAM PORTSMOUTH, VA. (19, 826, 204, 835)
article-text: —The services at Allen Mission were very good Sunday. The Sunday school was opened promptly by the superintendent, Mr. Thomas Storks. Miss Lucille Keeling, the public school teacher, is a faithful worker in the Sunday school. At eleven o'clock, Rev. E. C. Baker, preached an excellent sermon. (983, 1297, 1163, 1381)
article-text: —Decision Day at Zion Bethel Christian Church Sunday, March 4. Sunday school at 9:30 was largely attended and at 11 a.m., preaching by the pastor, Rev. J. R. Green. His text being Psalms, 37 chapter, 37 verse, "Mark the perfect man and behold the upright for the end of that man is peace." He handled his text with care. It was a soul stirring sermon. Everyone rejoiced in the Lord of their salvation. At 3 p.m. Communion service was largely attended. There was a shout from on high, and at 8:30 preaching by the pastor. His text was the 12th chapter of Hebrews, the first verse, "Wherefore seeing we also are compassed about with so great a cloud of witnesses let us lay aside every weight which doth so easily beset us and let us run with patience the race that is set before us." Every one should have been out to hear that wonderful text. (983, 584, 1163, 823)
notice-text: A charge of two (2) cents a word is made for this class of matter and is payable IN-VARIABLY IN ADVANCE. No charge accounts are opened for this class of matter. None are taken over the telephone. (12, 263, 211, 315)
ad-title: We Do— (275, 1277, 339, 1295)
article-text: At 3 p.m., a special program was carried out by the women. Mrs. Emma S. Ransom, of New York City, was the special speaker. She thrilled her audience with a great address. At the close of the program Bishop I. N. Ross, incidently dropped in, and he was called upon to say a word, and in a few minutes he took the vast audience by storm. Dr. J. A. Young, pastor of St. John's A. M. E. Church, Norfolk, was also present and made remarks. (397, 266, 593, 381)
article-text: Mr. Richard Holland, of Church street, left Tuesday, 6th, for New Brunswick, N. J., to spend some time. (1172, 626, 1360, 657)
article-text: —"The Bunch" was entertained at the home of Mrs. J. W. Jackson last Friday. Quite an enjoyable evening was spent by all present. (788, 1318, 974, 1359)
ad-community-market (397, 1141, 593, 1211)
ad-bus-line (1172, 1325, 1360, 1474)
ad-text: H. H. Myrick (12, 743, 56, 752)
agent-name: MRS. EDITH E. MARTIN (62, 126, 161, 135)
